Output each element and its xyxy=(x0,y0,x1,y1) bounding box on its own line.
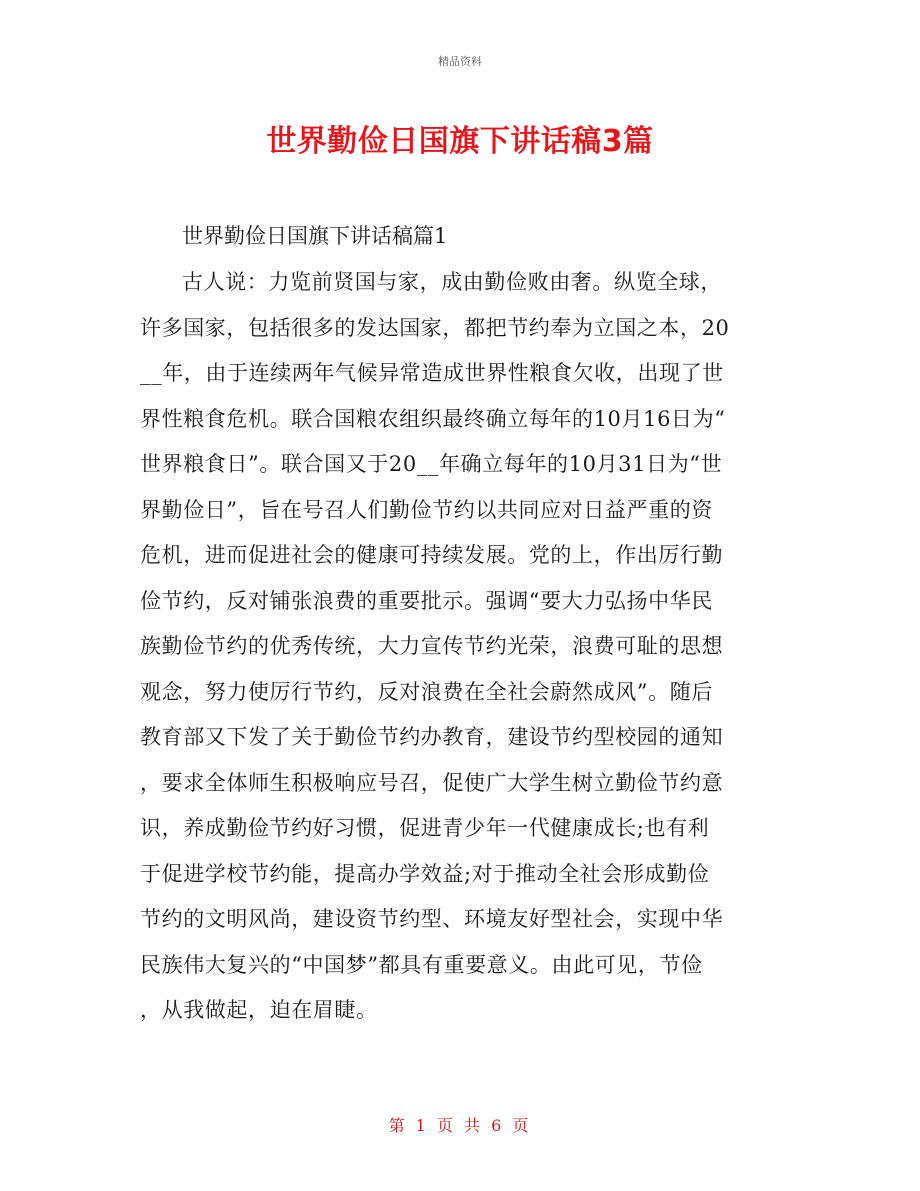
paragraph-line: 界勤俭日”，旨在号召人们勤俭节约以共同应对日益严重的资 xyxy=(140,497,713,522)
paragraph-line: 界性粮食危机。联合国粮农组织最终确立每年的10月16日为“ xyxy=(140,406,726,431)
document-title: 世界勤俭日国旗下讲话稿3篇 xyxy=(266,124,654,159)
paragraph-line: 于促进学校节约能，提高办学效益;对于推动全社会形成勤俭 xyxy=(140,861,710,886)
paragraph-line: 节约的文明风尚，建设资节约型、环境友好型社会，实现中华 xyxy=(140,907,724,931)
paragraph-line: 危机，进而促进社会的健康可持续发展。党的上，作出厉行勤 xyxy=(140,543,724,567)
paragraph-line: 族勤俭节约的优秀传统，大力宣传节约光荣，浪费可耻的思想 xyxy=(140,634,724,658)
paragraph-line: ，要求全体师生积极响应号召，促使广大学生树立勤俭节约意 xyxy=(140,770,724,795)
paragraph-line: 许多国家，包括很多的发达国家，都把节约奉为立国之本，20 xyxy=(140,315,730,340)
paragraph-line: ，从我做起，迫在眉睫。 xyxy=(140,998,378,1022)
body-text xyxy=(140,260,790,1034)
paragraph-line: __年，由于连续两年气候异常造成世界性粮食欠收，出现了世 xyxy=(140,361,724,385)
paragraph-line: 教育部又下发了关于勤俭节约办教育，建设节约型校园的通知 xyxy=(140,725,724,749)
paragraph-line: 古人说：力览前贤国与家，成由勤俭败由奢。纵览全球， xyxy=(182,270,722,294)
section-title: 世界勤俭日国旗下讲话稿篇1 xyxy=(182,224,448,248)
paragraph-line: 世界粮食日”。联合国又于20__年确立每年的10月31日为“世 xyxy=(140,452,723,476)
page-number: 第 1 页 共 6 页 xyxy=(388,1116,532,1135)
paragraph-line: 俭节约，反对铺张浪费的重要批示。强调“要大力弘扬中华民 xyxy=(140,588,713,613)
paragraph-line: 民族伟大复兴的“中国梦”都具有重要意义。由此可见，节俭 xyxy=(140,952,703,977)
header-tag: 精品资料 xyxy=(438,55,482,68)
paragraph-line: 识，养成勤俭节约好习惯，促进青少年一代健康成长;也有利 xyxy=(140,816,710,840)
paragraph-line: 观念，努力使厉行节约，反对浪费在全社会蔚然成风”。随后 xyxy=(140,679,713,704)
